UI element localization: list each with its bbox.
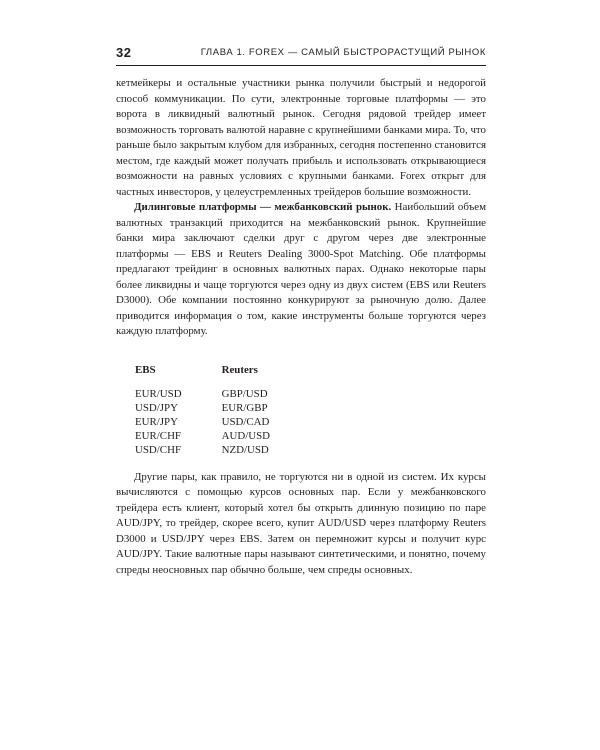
- table-row: [135, 401, 310, 415]
- table-cell: EUR/JPY: [135, 415, 178, 428]
- header-rule: [116, 65, 486, 66]
- table-cell: NZD/USD: [221, 443, 269, 456]
- table-row: [135, 429, 310, 443]
- paragraph-continued: кетмейкеры и остальные участники рынка получили быстрый и недорогой способ коммуникации. По сути, электронные торговые платформы — это ворота в ликвидный валютный рынок. Сегодня рядовой трейдер имеет возможность торговать валютой наравне с крупнейшими банками мира. То, что раньше было закрытым клубом для избранных, сегодня постепенно становится местом, где каждый может получать прибыль и использовать открывающиеся возможности на равных условиях с крупными банками. Forex открыт для частных инвесторов, у целеустремленных трейдеров большие возможности.: [116, 77, 486, 198]
- table-cell: EUR/USD: [135, 387, 182, 400]
- paragraph-synthetic-pairs: Другие пары, как правило, не торгуются ни в одной из систем. Их курсы вычисляются с помощью курсов основных пар. Если у межбанковского трейдера есть клиент, который хотел бы открыть длинную позицию по паре AUD/JPY, то трейдер, скорее всего, купит AUD/USD через платформу Reuters D3000 и USD/JPY через EBS. Затем он перемножит курсы и получит курс AUD/JPY. Такие валютные пары называют синтетическими, и понятно, почему спреды неосновных пар обычно больше, чем спреды основных.: [116, 470, 486, 576]
- table-cell: GBP/USD: [221, 387, 268, 400]
- table-cell: EUR/CHF: [135, 429, 181, 442]
- paragraph-dealing-text: Наибольший объем валютных транзакций приходится на межбанковский рынок. Крупнейшие банки мира заключают сделки друг с другом через две электронные платформы — EBS и Reuters Dealing 3000-Spot Matching. Обе платформы предлагают трейдинг в основных валютных парах. Однако некоторые пары более ликвидны и чаще торгуются через одну из двух систем (EBS или Reuters D3000). Обе компании постоянно конкурируют за рыночную долю. Далее приводится информация о том, какие инструменты больше торгуются через каждую платформу.: [116, 201, 486, 337]
- platform-pairs-table: [135, 363, 310, 457]
- table-row: [135, 415, 310, 429]
- table-header-row: [135, 363, 310, 387]
- running-head: ГЛАВА 1. FOREX — САМЫЙ БЫСТРОРАСТУЩИЙ РЫНОК: [200, 47, 486, 58]
- table-row: [135, 387, 310, 401]
- page-number: 32: [116, 45, 132, 60]
- paragraph-dealing-platforms: [116, 200, 486, 340]
- table-cell: USD/CHF: [135, 443, 181, 456]
- table-cell: USD/JPY: [135, 401, 178, 414]
- table-cell: AUD/USD: [221, 429, 271, 442]
- page-body: [116, 76, 486, 578]
- column-header-ebs: EBS: [135, 363, 156, 376]
- table-cell: EUR/GBP: [221, 401, 268, 414]
- table-row: [135, 443, 310, 457]
- column-header-reuters: Reuters: [221, 363, 258, 376]
- paragraph-lead-heading: Дилинговые платформы — межбанковский рынок.: [134, 201, 392, 213]
- table-cell: USD/CAD: [221, 415, 270, 428]
